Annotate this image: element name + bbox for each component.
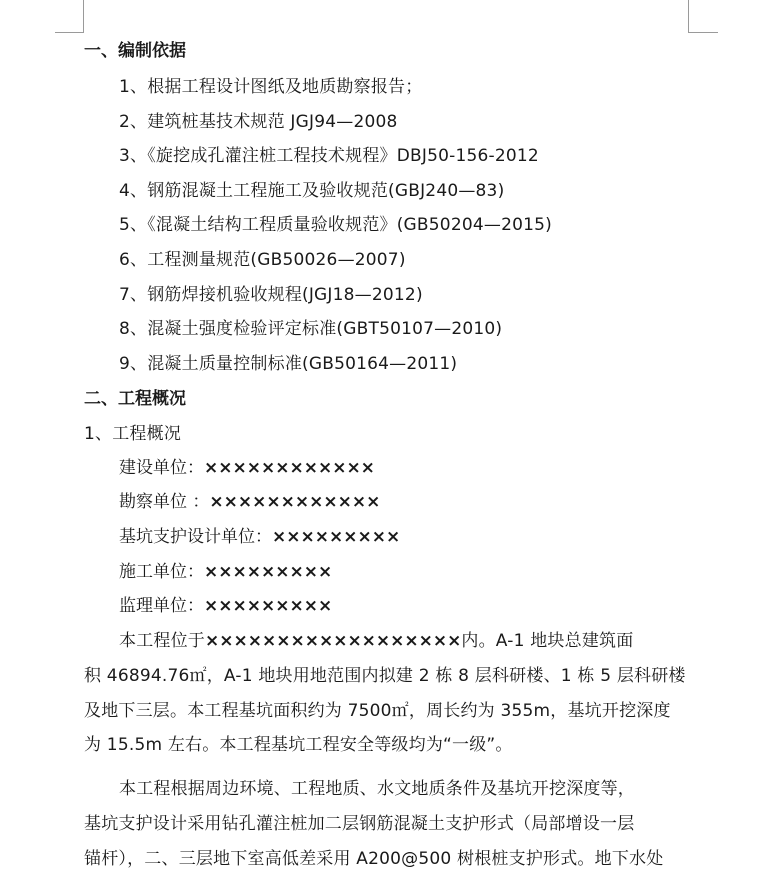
- paragraph-suffix: 内。A-1 地块总建筑面: [461, 631, 634, 651]
- basis-item: 6、工程测量规范(GB50026—2007): [119, 250, 406, 270]
- unit-label: 基坑支护设计单位：: [119, 527, 272, 547]
- unit-row-contractor: [119, 561, 332, 583]
- basis-item: 1、根据工程设计图纸及地质勘察报告；: [119, 77, 423, 97]
- masked-value: ××××××××××××: [204, 458, 375, 478]
- unit-label: 勘察单位 ：: [119, 492, 210, 512]
- paragraph-location-line-1: [119, 630, 633, 652]
- section-heading-overview: 二、工程概况: [84, 389, 186, 409]
- unit-row-construction: [119, 457, 375, 479]
- paragraph-location-line: 积 46894.76㎡，A-1 地块用地范围内拟建 2 栋 8 层科研楼、1 栋 5 层科研楼: [84, 666, 686, 686]
- crop-mark-top-right-vertical: [688, 0, 689, 33]
- basis-item: 8、混凝土强度检验评定标准(GBT50107—2010): [119, 319, 503, 339]
- basis-item: 4、钢筋混凝土工程施工及验收规范(GBJ240—83): [119, 181, 505, 201]
- basis-item: 2、建筑桩基技术规范 JGJ94—2008: [119, 112, 398, 132]
- unit-row-design: [119, 526, 400, 548]
- basis-item: 9、混凝土质量控制标准(GB50164—2011): [119, 354, 458, 374]
- section-heading-basis: 一、编制依据: [84, 41, 186, 61]
- paragraph-location-line: 为 15.5m 左右。本工程基坑工程安全等级均为“一级”。: [84, 735, 513, 755]
- unit-label: 监理单位：: [119, 596, 204, 616]
- paragraph-support-line: 本工程根据周边环境、工程地质、水文地质条件及基坑开挖深度等，: [119, 779, 635, 799]
- crop-mark-top-left-vertical: [83, 0, 84, 33]
- unit-label: 建设单位：: [119, 458, 204, 478]
- unit-row-supervisor: [119, 595, 332, 617]
- masked-value: ××××××××××××: [209, 492, 381, 512]
- unit-label: 施工单位：: [119, 562, 204, 582]
- basis-item: 5、《混凝土结构工程质量验收规范》(GB50204—2015): [119, 215, 552, 235]
- basis-item: 7、钢筋焊接机验收规程(JGJ18—2012): [119, 285, 423, 305]
- paragraph-prefix: 本工程位于: [119, 631, 205, 651]
- masked-value: ×××××××××: [272, 527, 401, 547]
- crop-mark-top-left-horizontal: [55, 32, 84, 33]
- masked-value: ×××××××××: [204, 596, 333, 616]
- paragraph-support-line: 基坑支护设计采用钻孔灌注桩加二层钢筋混凝土支护形式（局部增设一层: [84, 814, 635, 834]
- paragraph-support-line: 锚杆），二、三层地下室高低差采用 A200@500 树根桩支护形式。地下水处: [84, 849, 664, 869]
- masked-location: ××××××××××××××××××: [205, 631, 462, 651]
- unit-row-survey: [119, 491, 380, 513]
- masked-value: ×××××××××: [204, 562, 333, 582]
- subsection-heading-overview: 1、工程概况: [84, 424, 182, 444]
- paragraph-location-line: 及地下三层。本工程基坑面积约为 7500㎡，周长约为 355m，基坑开挖深度: [84, 701, 671, 721]
- basis-item: 3、《旋挖成孔灌注桩工程技术规程》DBJ50-156-2012: [119, 146, 539, 166]
- crop-mark-top-right-horizontal: [688, 32, 718, 33]
